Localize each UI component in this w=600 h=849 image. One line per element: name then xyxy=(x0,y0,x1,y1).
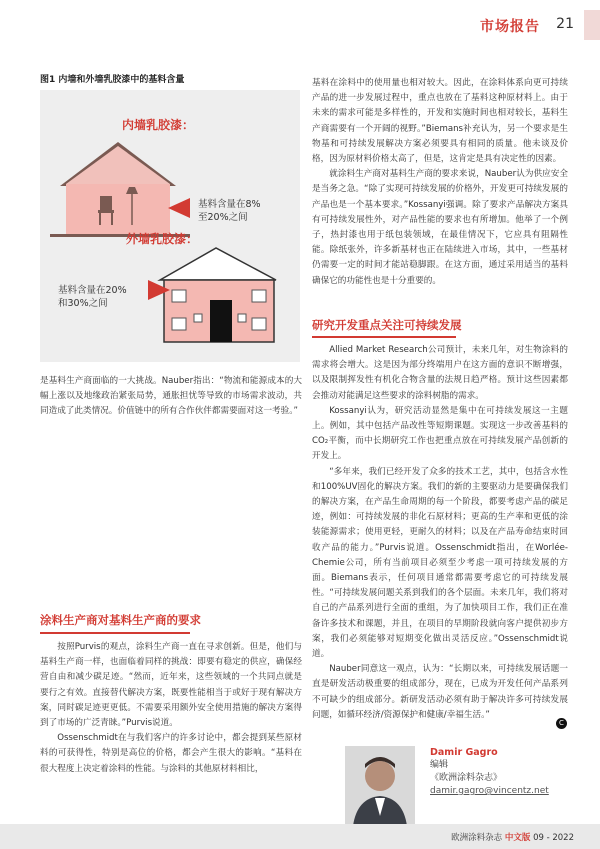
author-role: 编辑 xyxy=(430,760,449,770)
page-edge-tab xyxy=(584,10,600,40)
footer-issue-line xyxy=(451,831,574,843)
body-paragraph: Allied Market Research公司预计，未来几年，对生物涂料的需求将会增大。这是因为部分终端用户在这方面的意识不断增强，以及限制挥发性有机化合物含量的法规日趋严格。预计这些因素都会推动对能满足这些要求的涂料树脂的需求。 xyxy=(312,345,568,401)
body-paragraph: Kossanyi认为，研究活动显然是集中在可持续发展这一主题上。例如，其中包括产品改性等短期课题。实现这一步改善基料的CO₂平衡，而中长期研究工作也把重点放在可持续发展产品创新的开发上。 xyxy=(312,405,568,462)
article-end-icon: C xyxy=(556,718,567,729)
exterior-annotation-line: 和30%之间 xyxy=(58,298,108,309)
interior-arrow xyxy=(168,198,190,218)
interior-annotation-line: 至20%之间 xyxy=(198,212,248,223)
left-column-section xyxy=(40,640,302,777)
left-column xyxy=(40,374,302,420)
figure-house-illustration xyxy=(40,90,300,362)
author-name: Damir Gagro xyxy=(430,747,498,758)
person-icon xyxy=(345,746,415,826)
section-title: 市场报告 xyxy=(480,19,540,35)
body-paragraph: 按照Purvis的观点，涂料生产商一直在寻求创新。但是，他们与基料生产商一样，也面临着同样的挑战：即要有稳定的供应，确保经营自由和减少碳足迹。“然而，近年来，这些领域的一个共同点就是要行之有效。直接替代解决方案，既要性能相当于或好于现有解决方案，同时碳足迹更更低。不需要采用额外安全使用措施的解决方案得到了市场的广泛青睐。”Purvis说道。 xyxy=(40,642,302,729)
body-paragraph: “多年来，我们已经开发了众多的技术工艺，其中，包括含水性和100%UV固化的解决方案。我们的新的主要驱动力是要确保我们的解决方案，在产品生命周期的每一个阶段，都要考虑产品的碳足迹，例如：可持续发展的非化石原材料；更高的生产率和更低的涂装能源需求；使用更轻，更耐久的材料；以及在产品寿命结束时回收产品的能力。”Purvis说道。Ossenschmidt指出，在Worlée-Chemie公司，所有当前项目必须至少考虑一项可持续发展的方面。Biemans表示，任何项目通常都需要考虑它的可持续发展性。“可持续发展问题关系到我们的各个层面。未来几年，我们将对自己的产品系列进行全面的重组，为了加快项目工作，我们正在准备许多技术和课题，并且，在项目的早期阶段就向客户提供初步方案，我们必须能够对短期变化做出灵活反应。”Ossenschmidt说道。 xyxy=(312,466,568,660)
footer-edition: 中文版 xyxy=(504,833,531,843)
body-paragraph: 就涂料生产商对基料生产商的要求来说，Nauber认为供应安全是当务之急。“除了实现可持续发展的价格外，开发更可持续发展的产品也是一个基本要求。”Kossanyi强调。除了要求产品解决方案具有可持续发展性外，对产品性能的要求也有所增加。他举了一个例子，热封漆也用于纸包装领域，在最佳情况下，它应具有阻隔性能。除纸张外，许多新基材也正在陆续进入市场，其中，一些基材仍需要一定的时间才能站稳脚跟。在这方面，通过采用适当的基料确保它的功能性也是十分重要的。 xyxy=(312,169,568,286)
body-paragraph: 是基料生产商面临的一大挑战。Nauber指出：“物流和能源成本的大幅上涨以及地缘政治紧张局势，通胀担忧等导致的市场需求波动，共同造成了此类情况。价值链中的所有合作伙伴都需要面对这一考验。” xyxy=(40,376,302,417)
body-paragraph: 基料在涂料中的使用量也相对较大。因此，在涂料体系向更可持续产品的进一步发展过程中，重点也放在了基料这种原材料上。由于未来的需求可能是多样性的，开发和实施时间也相对较长，基料生产商需要有一个开阔的视野。”Biemans补充认为，另一个要求是生物基和可持续发展解决方案必须要具有相同的质量。他未谈及价格，因为原材料价格太高了，但是，这肯定是具有决定性的因素。 xyxy=(312,78,568,165)
author-info xyxy=(430,746,549,798)
body-paragraph: Ossenschmidt在与我们客户的许多讨论中，都会提到某些原材料的可获得性，特别是高位的价格，都会产生很大的影响。“基料在很大程度上决定着涂料的性能。与涂料的其他原材料相比， xyxy=(40,733,302,774)
section-heading-coating-requirements: 涂料生产商对基料生产商的要求 xyxy=(40,613,201,627)
exterior-house xyxy=(160,248,276,342)
section-heading-rd-sustainability: 研究开发重点关注可持续发展 xyxy=(312,318,462,332)
interior-annotation xyxy=(198,198,261,224)
section-rule xyxy=(312,336,456,338)
body-paragraph: Nauber同意这一观点，认为：“长期以来，可持续发展话题一直是研发活动极重要的组成部分，现在，已成为开发任何产品系列不可缺少的组成部分。新研发活动必须有助于解决许多可持续发展问题，如循环经济/资源保护和健康/幸福生活。” xyxy=(312,664,568,720)
interior-house xyxy=(50,142,190,237)
exterior-annotation xyxy=(58,284,127,310)
exterior-annotation-line: 基料含量在20% xyxy=(58,285,127,296)
right-column xyxy=(312,76,568,289)
author-photo xyxy=(345,746,415,826)
interior-label: 内墙乳胶漆： xyxy=(122,118,195,132)
right-column-section xyxy=(312,343,568,723)
section-rule xyxy=(40,632,190,634)
author-magazine: 《欧洲涂料杂志》 xyxy=(430,773,503,783)
footer-issue: 09 - 2022 xyxy=(533,833,574,843)
interior-annotation-line: 基料含量在8% xyxy=(198,199,261,210)
author-email-link[interactable]: damir.gagro@vincentz.net xyxy=(430,786,549,796)
footer-magazine: 欧洲涂料杂志 xyxy=(451,833,503,843)
figure-caption: 图1 内墙和外墙乳胶漆中的基料含量 xyxy=(40,75,185,85)
exterior-label: 外墙乳胶漆： xyxy=(126,232,199,246)
page-number: 21 xyxy=(556,16,574,32)
